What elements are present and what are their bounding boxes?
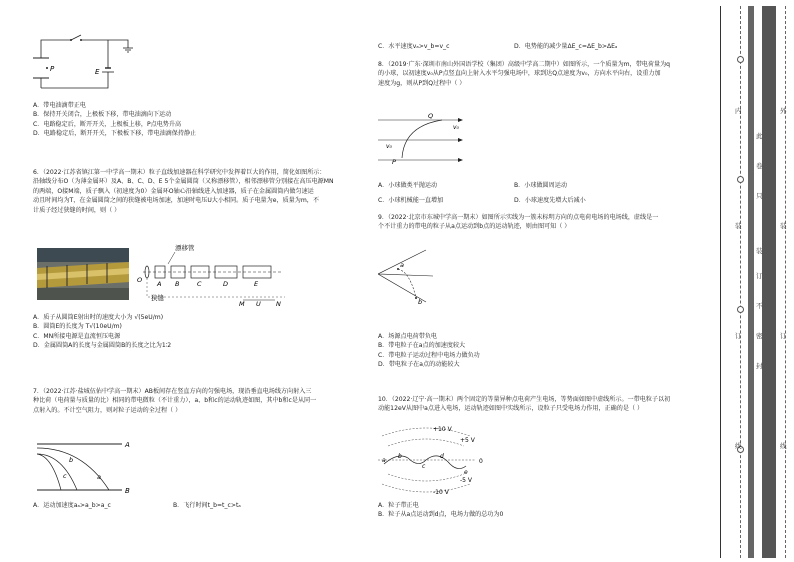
q6-formula-a: √(5eU/m)	[134, 314, 164, 321]
q6-formula-b: T√(10eU/m)	[85, 323, 122, 331]
q6-label-u: U	[256, 300, 261, 307]
q9-stem	[378, 213, 704, 232]
q8-option-c[interactable]: C．小球机械能一直增加	[378, 197, 444, 204]
strip-inner-char: 装	[756, 247, 763, 255]
q8-option-a[interactable]: A．小球做类平抛运动	[378, 182, 438, 189]
q7-label-c: c	[63, 472, 67, 480]
q10-stem	[378, 395, 704, 414]
q9-option-c[interactable]: C．带电粒子运动过程中电场力做负功	[378, 351, 480, 359]
strip-inner-char: 此	[756, 132, 763, 140]
q10-label-zero: 0	[479, 458, 483, 465]
strip-side-char: 订	[780, 332, 787, 340]
strip-side-char: 线	[780, 442, 787, 450]
q6-option-b[interactable]: B．圆筒E的长度为 T√(10eU/m)	[33, 323, 122, 331]
q8-label-v0-bottom: v₀	[386, 143, 392, 150]
q6-drift-tube-diagram	[135, 242, 285, 307]
q8-label-v0-top: v₀	[453, 124, 459, 131]
q7-line: 种比荷（电荷量与质量的比）相同的带电微粒（不计重力），a、b和c的运动轨迹如图，其中b和c是从同一	[33, 397, 317, 405]
strip-inner-char: 订	[756, 272, 763, 280]
q5-option-d[interactable]: D．电路稳定后，断开开关，下极板下移，带电油滴保持静止	[33, 130, 197, 138]
q9-label-b: b	[418, 298, 423, 306]
q10-label-d: d	[440, 453, 444, 460]
q5-option-c[interactable]: C．电路稳定后，断开开关，上极板上移，P点电势升高	[33, 120, 182, 128]
q7-line: 点射入的。不计空气阻力，则对粒子运动的全过程（ ）	[33, 406, 182, 414]
q6-option-c[interactable]: C．MN所接电源是直流恒压电源	[33, 332, 121, 340]
q8-option-d[interactable]: D．小球速度先增大后减小	[514, 197, 586, 204]
q10-options	[378, 501, 704, 520]
q6-label-a: A	[157, 280, 162, 288]
q10-label-minus5: -5 V	[460, 477, 472, 484]
q10-line: 10．（2022·辽宁·高一期末）两个固定的等量异种点电荷产生电场，等势面如图中虚线所示。一带电粒子以初	[378, 396, 671, 403]
strip-hole	[737, 176, 744, 183]
q10-label-b: b	[398, 453, 402, 460]
q6-label-c: C	[197, 280, 202, 288]
strip-hole	[737, 306, 744, 313]
q7-label-b: b	[69, 456, 74, 464]
q10-label-minus10: -10 V	[433, 489, 449, 496]
q6-label-b: B	[175, 280, 180, 288]
q10-option-b[interactable]: B．粒子从a点运动到d点，电场力做的总功为0	[378, 511, 504, 519]
strip-side-char: 装	[780, 222, 787, 230]
strip-outer-char: 内	[735, 107, 742, 115]
q8-option-b[interactable]: B．小球做圆周运动	[514, 182, 567, 189]
strip-hole	[737, 56, 744, 63]
q10-line: 动能12eV从图中a点进入电场，运动轨迹如图中实线所示，设粒子只受电场力作用，正确的是（ ）	[378, 405, 644, 413]
q6-stem	[33, 168, 366, 215]
q8-field-diagram	[378, 112, 470, 166]
q9-label-a: a	[400, 261, 404, 269]
q6-label-e: E	[254, 280, 259, 288]
q10-label-a: a	[382, 457, 386, 464]
q6-label-o: O	[137, 276, 143, 284]
q7-option-b[interactable]: B．飞行时间t_b=t_c>tₐ	[173, 502, 241, 509]
q8-line: 的小球，以初速度v₀从P点竖直向上射入水平匀强电场中，球到达Q点速度为v₀，方向水平向右，设重力加	[378, 70, 661, 78]
q10-option-a[interactable]: A．粒子带正电	[378, 502, 419, 509]
q7-plates-diagram	[37, 436, 137, 494]
q7-label-a: a	[97, 473, 101, 481]
q9-option-b[interactable]: B．带电粒子在a点的加速度较大	[378, 342, 466, 350]
q9-line: 个不计重力的带电的粒子从a点运动到b点的运动轨迹，则由图可知（ ）	[378, 223, 571, 231]
q8-label-q: Q	[428, 112, 434, 120]
q8-label-p: P	[392, 158, 396, 166]
q7-label-plate-a: A	[125, 441, 130, 449]
q9-options	[378, 332, 704, 370]
q7-stem	[33, 387, 366, 415]
q7-option-a[interactable]: A．运动加速度aₐ>a_b>a_c	[33, 502, 111, 509]
q9-line: 9．（2022·北京市东城中学高一期末）如图所示实线为一簇未标明方向的点电荷电场的电场线，虚线是一	[378, 214, 659, 221]
q8-line: 速度为g，则从P到Q过程中（ ）	[378, 79, 466, 87]
q5-options	[33, 101, 366, 139]
strip-outer-char: 订	[735, 332, 742, 340]
q10-label-e: e	[464, 469, 468, 476]
q7-option-d[interactable]: D．电势能的减少量ΔE_c=ΔE_b>ΔEₐ	[514, 43, 618, 50]
q7-line: 7．（2022·江苏·盐城伍佑中学高一期末）AB板间存在竖直方向的匀强电场，现沿垂直电场线方向射入三	[33, 388, 312, 395]
q6-line: 计质子经过狭缝的时间，则（ ）	[33, 206, 121, 214]
q6-line: 沿轴线分布O（为薄金属环）及A、B、C、D、E 5个金属圆筒（又称漂移管），相邻漂移管分别接在高压电源MN	[33, 178, 334, 186]
strip-outer-char: 线	[735, 442, 742, 450]
q9-option-a[interactable]: A．场源点电荷带负电	[378, 333, 438, 340]
q5-label-p: P	[50, 65, 55, 73]
q10-label-plus5: +5 V	[460, 437, 475, 444]
q6-label-m: M	[239, 300, 245, 307]
q7-option-c[interactable]: C．水平速度vₐ>v_b=v_c	[378, 43, 450, 50]
q10-equipotential-diagram	[378, 422, 498, 496]
q6-option-d[interactable]: D．金属圆筒A的长度与金属圆筒B的长度之比为1∶2	[33, 342, 172, 350]
strip-inner-char: 卷	[756, 162, 763, 170]
strip-inner-char: 封	[756, 362, 763, 370]
q6-label-drift: 漂移管	[175, 244, 195, 252]
q6-option-a[interactable]: A．质子从圆筒E射出时的速度大小为 √(5eU/m)	[33, 314, 164, 321]
strip-bar-outer	[762, 6, 776, 558]
q5-option-b[interactable]: B．保持开关闭合，上极板下移，带电油滴向下运动	[33, 111, 172, 119]
q6-label-n: N	[276, 300, 281, 307]
q6-line: 6．（2022·江苏省镇江第一中学高一期末）粒子直线加速器在科学研究中发挥着巨大的作用，简化如图所示：	[33, 169, 326, 176]
q6-accelerator-photo	[37, 248, 129, 300]
binding-strip	[720, 6, 792, 558]
q6-line: 的两端，O接M端，质子飘入（初速度为0）金属环O轴心沿轴线进入加速器，质子在金属圆筒内做匀速运	[33, 187, 314, 195]
q8-stem	[378, 60, 704, 88]
q6-line: 动且时间均为T，在金属圆筒之间的狭缝被电场加速，加速时电压U大小相同。质子电量为e，质量为m，不	[33, 197, 319, 205]
q7-label-plate-b: B	[125, 487, 130, 494]
q8-line: 8．（2019·广东·深圳市南山外国语学校（集团）高级中学高二期中）如图所示，一个质量为m，带电荷量为q	[378, 61, 671, 68]
q5-label-e: E	[95, 68, 100, 76]
q10-label-plus10: +10 V	[433, 426, 452, 433]
q6-label-slit: 狭缝	[151, 294, 164, 302]
strip-bar-inner	[748, 6, 754, 558]
q5-option-a[interactable]: A．带电油滴带正电	[33, 102, 86, 109]
q10-label-c: c	[422, 463, 426, 470]
strip-side-char: 外	[780, 107, 787, 115]
strip-inner-char: 只	[756, 192, 763, 200]
q5-circuit-diagram	[33, 30, 153, 95]
q6-label-d: D	[223, 280, 229, 288]
strip-inner-char: 密	[756, 332, 763, 340]
q6-options	[33, 313, 366, 351]
q9-field-lines-diagram	[378, 242, 438, 308]
strip-inner-char: 不	[756, 302, 763, 310]
q9-option-d[interactable]: D．带电粒子在a点的动能较大	[378, 361, 460, 369]
strip-outer-char: 装	[735, 222, 742, 230]
